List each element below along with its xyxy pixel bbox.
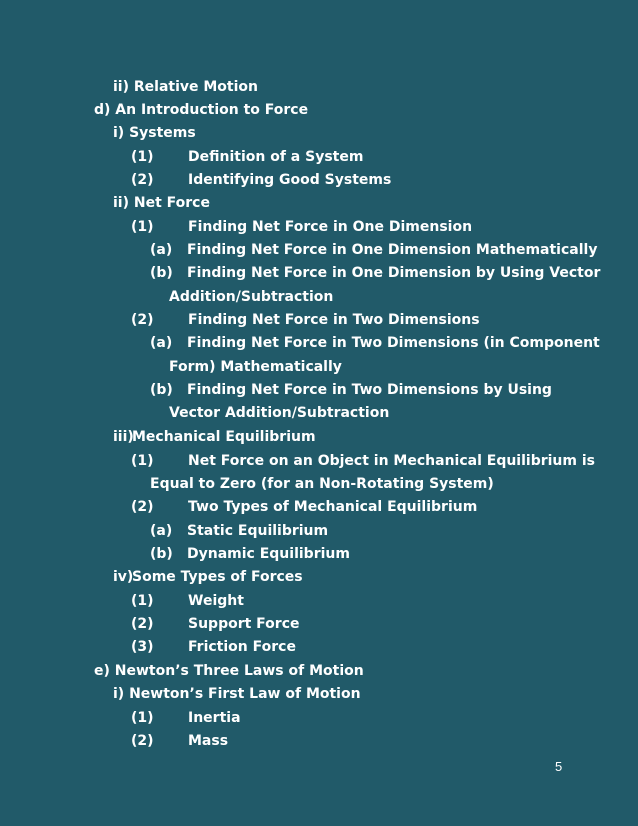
outline-item: ii) Relative Motion: [113, 79, 259, 95]
outline-item-continued: Vector Addition/Subtraction: [169, 405, 390, 421]
item-text: Finding Net Force in Two Dimensions by Using: [187, 382, 552, 398]
item-text: Two Types of Mechanical Equilibrium: [188, 499, 478, 515]
item-text: Net Force on an Object in Mechanical Equilibrium is: [188, 453, 595, 469]
outline-item: [131, 732, 228, 750]
item-number: (2): [131, 499, 154, 515]
item-number: iv): [113, 569, 134, 585]
outline-item-continued: Addition/Subtraction: [169, 289, 334, 305]
outline-heading: e) Newton’s Three Laws of Motion: [94, 663, 364, 679]
outline-item: [150, 334, 600, 352]
item-text: Identifying Good Systems: [188, 172, 392, 188]
outline-item: i) Systems: [113, 125, 196, 141]
outline-item: [131, 592, 244, 610]
outline-item: [131, 709, 241, 727]
outline-item: [131, 498, 477, 516]
item-text: Some Types of Forces: [132, 569, 303, 585]
item-text: Mass: [188, 733, 229, 749]
outline-item-continued: Form) Mathematically: [169, 359, 342, 375]
outline-item: [131, 452, 595, 470]
item-number: (2): [131, 733, 154, 749]
outline-item: [131, 218, 472, 236]
outline-item: [131, 148, 363, 166]
outline-item: [150, 381, 552, 399]
outline-heading: d) An Introduction to Force: [94, 102, 309, 118]
item-number: (3): [131, 639, 154, 655]
item-number: (a): [150, 335, 173, 351]
item-number: (2): [131, 616, 154, 632]
item-number: (1): [131, 149, 154, 165]
item-number: (1): [131, 710, 154, 726]
outline-item-continued: Equal to Zero (for an Non-Rotating System): [150, 476, 494, 492]
item-text: Mechanical Equilibrium: [132, 429, 316, 445]
item-text: Finding Net Force in One Dimension: [188, 219, 473, 235]
outline-item: [131, 311, 480, 329]
item-number: (1): [131, 593, 154, 609]
outline-item: [131, 638, 296, 656]
outline-item: [150, 264, 600, 282]
item-text: Finding Net Force in Two Dimensions (in Component: [187, 335, 600, 351]
item-number: (b): [150, 546, 173, 562]
item-text: Weight: [188, 593, 244, 609]
outline-item: [131, 615, 300, 633]
item-text: Finding Net Force in One Dimension Mathematically: [187, 242, 598, 258]
outline-item: [150, 522, 328, 540]
outline-item: [150, 241, 597, 259]
item-number: (1): [131, 219, 154, 235]
outline-item: i) Newton’s First Law of Motion: [113, 686, 361, 702]
item-text: Dynamic Equilibrium: [187, 546, 350, 562]
page-number: 5: [555, 759, 563, 774]
item-text: Finding Net Force in Two Dimensions: [188, 312, 480, 328]
item-number: (2): [131, 312, 154, 328]
item-number: (1): [131, 453, 154, 469]
item-number: (a): [150, 523, 173, 539]
item-number: (b): [150, 265, 173, 281]
outline-item: [131, 171, 391, 189]
item-number: (2): [131, 172, 154, 188]
item-number: (b): [150, 382, 173, 398]
item-text: Friction Force: [188, 639, 296, 655]
item-text: Static Equilibrium: [187, 523, 329, 539]
item-text: Definition of a System: [188, 149, 364, 165]
item-number: iii): [113, 429, 134, 445]
outline-item: [113, 428, 316, 446]
item-text: Finding Net Force in One Dimension by Using Vector: [187, 265, 601, 281]
outline-item: [113, 568, 303, 586]
item-text: Support Force: [188, 616, 300, 632]
outline-item: ii) Net Force: [113, 195, 210, 211]
item-text: Inertia: [188, 710, 241, 726]
outline-item: [150, 545, 350, 563]
item-number: (a): [150, 242, 173, 258]
